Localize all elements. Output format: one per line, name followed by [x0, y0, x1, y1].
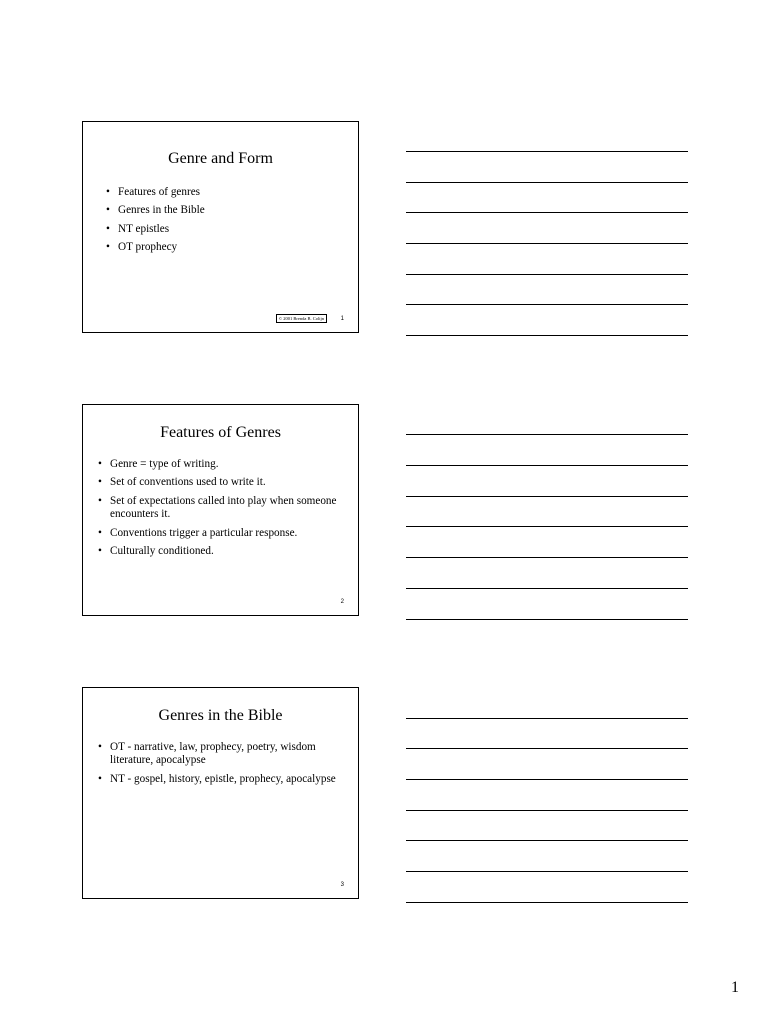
- note-line: [406, 718, 688, 719]
- note-line: [406, 304, 688, 305]
- list-item: • Features of genres: [106, 186, 201, 198]
- slide-1: [82, 121, 359, 333]
- list-item: • Conventions trigger a particular response.: [98, 526, 298, 539]
- list-item: • Set of expectations called into play when someone encounters it.: [98, 494, 337, 521]
- slide-number: 1: [340, 316, 344, 322]
- note-line: [406, 748, 688, 749]
- note-line: [406, 212, 688, 213]
- note-line: [406, 274, 688, 275]
- list-item: • Culturally conditioned.: [98, 545, 214, 558]
- note-line: [406, 810, 688, 811]
- note-line: [406, 871, 688, 872]
- note-line: [406, 779, 688, 780]
- note-line: [406, 434, 688, 435]
- slide-title: Genres in the Bible: [158, 707, 283, 724]
- slide-title: Genre and Form: [168, 150, 273, 167]
- note-line: [406, 902, 688, 903]
- list-item: • NT epistles: [106, 222, 170, 235]
- bullet-list: [105, 186, 344, 260]
- bullet-list: [97, 458, 344, 563]
- note-line: [406, 619, 688, 620]
- slide-3: [82, 687, 359, 899]
- slide-number: 2: [340, 599, 344, 605]
- list-item: • OT - narrative, law, prophecy, poetry, wisdom literature, apocalypse: [98, 741, 316, 767]
- list-item: • Genre = type of writing.: [98, 458, 219, 470]
- note-line: [406, 465, 688, 466]
- slide-2: [82, 404, 359, 616]
- note-line: [406, 588, 688, 589]
- page-number: 1: [731, 979, 739, 996]
- list-item: • Set of conventions used to write it.: [98, 476, 266, 489]
- list-item: • OT prophecy: [106, 241, 178, 254]
- note-line: [406, 496, 688, 497]
- slide-number: 3: [340, 882, 344, 888]
- list-item: • Genres in the Bible: [106, 204, 205, 217]
- note-line: [406, 335, 688, 336]
- note-line: [406, 840, 688, 841]
- note-line: [406, 151, 688, 152]
- bullet-list: [97, 741, 344, 791]
- note-line: [406, 182, 688, 183]
- list-item: • NT - gospel, history, epistle, prophecy, apocalypse: [98, 772, 336, 785]
- note-line: [406, 526, 688, 527]
- note-line: [406, 243, 688, 244]
- note-line: [406, 557, 688, 558]
- slide-title: Features of Genres: [160, 424, 281, 441]
- copyright-notice: © 2001 Brenda B. Colijn: [276, 314, 327, 323]
